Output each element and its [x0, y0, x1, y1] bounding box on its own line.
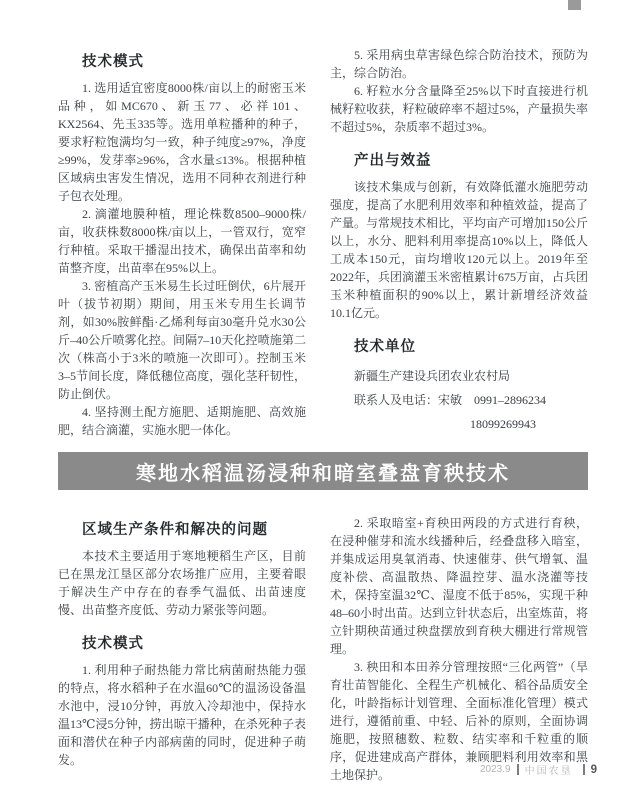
rice-article-title: 寒地水稻温汤浸种和暗室叠盘育秧技术 [136, 462, 510, 485]
footer-page-number: 9 [590, 763, 597, 776]
corn-left-column [58, 46, 306, 446]
heading-output-benefit: 产出与效益 [354, 153, 432, 169]
heading-tech-mode: 技术模式 [82, 54, 144, 70]
corn-para-3: 3. 密植高产玉米易生长过旺倒伏，6片展开叶（拔节初期）期间，用玉米专用生长调节剂，如30%胺鲜酯·乙烯利每亩30毫升兑水30公斤–40公斤喷雾化控。间隔7–10天化控喷施第二次（株高小于3米的喷施一次即可）。控制玉米3–5节间长度，降低穗位高度，强化茎秆韧性，防止倒伏。 [58, 279, 306, 401]
corn-para-1: 1. 选用适宜密度8000株/亩以上的耐密玉米品种，如MC670、新玉77、必祥101、KX2564、先玉335等。选用单粒播种的种子，要求籽粒饱满均匀一致，种子纯度≥97%，净度≥99%，发芽率≥96%，含水量≤13%。根据种植区域病虫害发生情况，选用不同种衣剂进行种子包衣处理。 [58, 81, 306, 203]
heading-rice-tech-mode: 技术模式 [82, 636, 144, 652]
footer-issue-date: 2023.9 [480, 764, 511, 775]
corn-para-2: 2. 滴灌地膜种植，理论株数8500–9000株/亩，收获株数8000株/亩以上，一管双行，宽窄行种植。采取干播湿出技术，确保出苗率和幼苗整齐度，出苗率在95%以上。 [58, 207, 306, 275]
corn-right-column [330, 46, 588, 446]
rice-region-para: 本技术主要适用于寒地粳稻生产区，目前已在黑龙江垦区部分农场推广应用，主要着眼于解决生产中存在的春季气温低、出苗速度慢、出苗整齐度低、劳动力紧张等问题。 [58, 549, 306, 617]
rice-left-column [58, 514, 306, 767]
heading-region-conditions: 区域生产条件和解决的问题 [82, 522, 268, 538]
page-top-tab-mark [568, 0, 581, 10]
footer-journal-name: 中国农垦 [524, 766, 573, 777]
heading-tech-unit: 技术单位 [354, 339, 416, 355]
corn-para-6: 6. 籽粒水分含量降至25%以下时直接进行机械籽粒收获，籽粒破碎率不超过5%，产量损失率不超过5%，杂质率不超过3%。 [330, 84, 588, 134]
tech-unit-org: 新疆生产建设兵团农业农村局 [354, 369, 511, 383]
corn-para-4: 4. 坚持测土配方施肥、适期施肥、高效施肥，结合滴灌，实施水肥一体化。 [58, 405, 306, 437]
tech-unit-phone2: 18099269943 [470, 417, 536, 431]
rice-para-1: 1. 利用种子耐热能力常比病菌耐热能力强的特点，将水稻种子在水温60℃的温汤设备温水池中，浸10分钟，再放入冷却池中，保持水温13℃浸5分钟，捞出晾干播种，在杀死种子表面和潜伏在种子内部病菌的同时，促进种子萌发。 [58, 663, 306, 767]
corn-output-para: 该技术集成与创新，有效降低灌水施肥劳动强度，提高了水肥利用效率和种植效益，提高了产量。与常规技术相比，平均亩产可增加150公斤以上，水分、肥料利用率提高10%以上，降低人工成本150元，亩均增收120元以上。2019年至2022年，兵团滴灌玉米密植累计675万亩，占兵团玉米种植面积的90%以上，累计新增经济效益10.1亿元。 [330, 180, 589, 320]
rice-para-2: 2. 采取暗室+育秧田两段的方式进行育秧，在浸种催芽和流水线播种后，经叠盘移入暗室，并集成运用臭氧消毒、快速催芽、供气增氧、温度补偿、高温散热、降温控芽、温水浇灌等技术，保持室温32℃、湿度不低于85%，实现干种48–60小时出苗。达到立针状态后，出室炼苗，将立针期秧苗通过秧盘摆放到育秧大棚进行常规管理。 [330, 516, 589, 656]
rice-para-3: 3. 秧田和本田养分管理按照“三化两管”（旱育壮苗智能化、全程生产机械化、稻谷品质安全化，叶龄指标计划管理、全面标准化管理）模式进行，遵循前重、中轻、后补的原则，全面协调施肥，按照穗数、粒数、结实率和千粒重的顺序，促进建成高产群体，兼顾肥料利用效率和黑土地保护。 [330, 660, 588, 782]
footer-divider [517, 764, 519, 775]
rice-article-title-banner [58, 452, 588, 490]
corn-para-5: 5. 采用病虫草害绿色综合防治技术，预防为主，综合防治。 [330, 48, 588, 80]
footer-divider [583, 764, 585, 775]
tech-unit-contact: 联系人及电话：宋敏 0991–2896234 [354, 393, 547, 407]
corn-article-section [58, 46, 588, 446]
page-footer [480, 762, 597, 777]
